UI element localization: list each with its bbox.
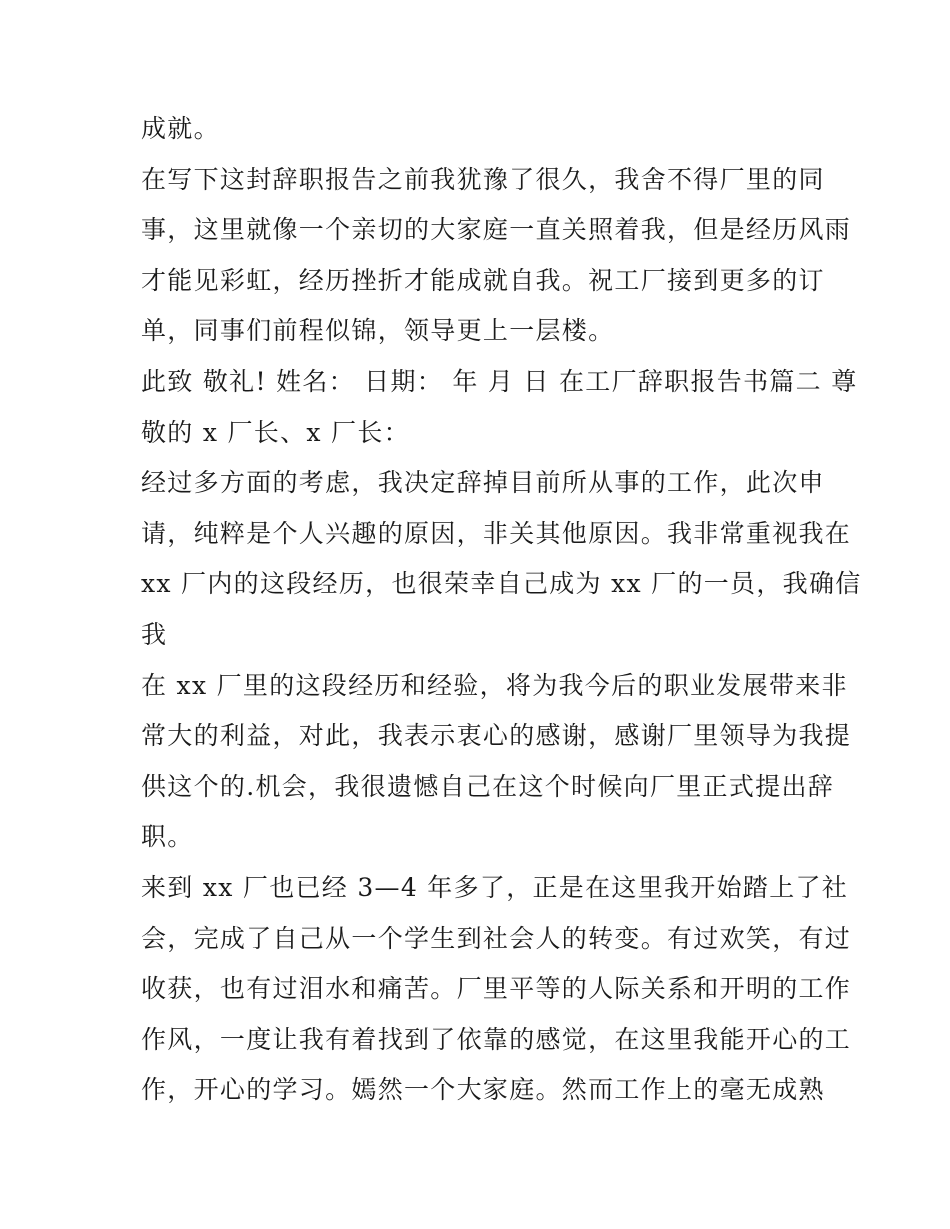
- text-line: 经过多方面的考虑，我决定辞掉目前所从事的工作，此次申: [141, 468, 825, 498]
- text-line: 我: [141, 619, 168, 649]
- text-line: 才能见彩虹，经历挫折才能成就自我。祝工厂接到更多的订: [141, 265, 825, 295]
- text-line: 此致 敬礼! 姓名： 日期： 年 月 日 在工厂辞职报告书篇二 尊: [141, 366, 858, 396]
- text-line: 收获，也有过泪水和痛苦。厂里平等的人际关系和开明的工作: [141, 974, 852, 1004]
- text-line: 成就。: [141, 114, 220, 143]
- body-text: [141, 104, 862, 1116]
- text-line: 在写下这封辞职报告之前我犹豫了很久，我舍不得厂里的同: [141, 164, 825, 194]
- text-line: 请，纯粹是个人兴趣的原因，非关其他原因。我非常重视我在: [141, 518, 852, 548]
- text-line: 事，这里就像一个亲切的大家庭一直关照着我，但是经历风雨: [141, 215, 852, 245]
- text-line: 会，完成了自己从一个学生到社会人的转变。有过欢笑，有过: [141, 923, 852, 953]
- text-line: 常大的利益，对此，我表示衷心的感谢，感谢厂里领导为我提: [141, 721, 852, 751]
- text-line: 单，同事们前程似锦，领导更上一层楼。: [141, 316, 615, 346]
- text-line: 敬的 x 厂长、x 厂长：: [141, 417, 410, 447]
- text-line: 职。: [141, 822, 194, 852]
- text-line: 供这个的.机会，我很遗憾自己在这个时候向厂里正式提出辞: [141, 771, 835, 801]
- text-line: 在 xx 厂里的这段经历和经验，将为我今后的职业发展带来非: [141, 670, 848, 700]
- text-line: 作风，一度让我有着找到了依靠的感觉，在这里我能开心的工: [141, 1024, 852, 1054]
- text-line: 作，开心的学习。嫣然一个大家庭。然而工作上的毫无成熟: [141, 1075, 825, 1105]
- text-line: 来到 xx 厂也已经 3—4 年多了，正是在这里我开始踏上了社: [141, 872, 849, 902]
- text-line: xx 厂内的这段经历，也很荣幸自己成为 xx 厂的一员，我确信: [141, 569, 862, 599]
